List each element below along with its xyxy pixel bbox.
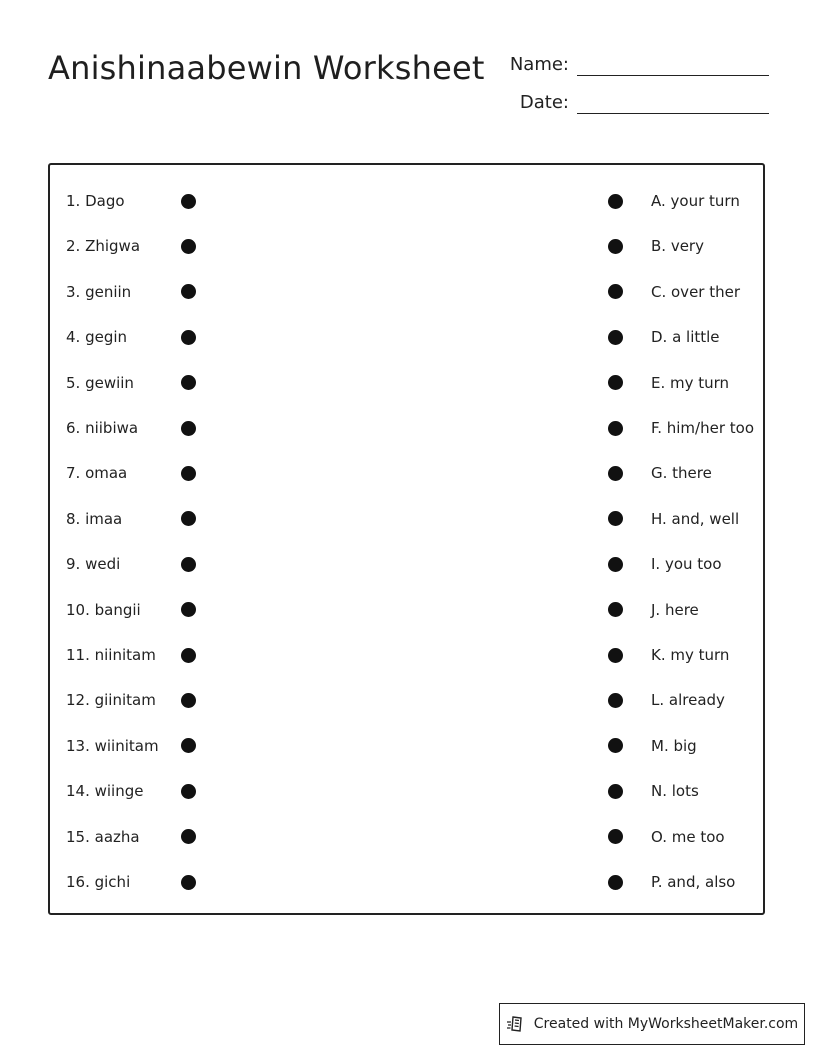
match-row <box>50 325 763 349</box>
right-dot[interactable] <box>608 284 623 299</box>
left-term: 16. gichi <box>66 873 131 891</box>
left-dot[interactable] <box>181 693 196 708</box>
right-definition: C. over ther <box>651 282 741 301</box>
date-field <box>503 91 769 114</box>
left-dot[interactable] <box>181 602 196 617</box>
left-term: 3. geniin <box>66 282 132 301</box>
match-row <box>50 507 763 531</box>
match-row <box>50 825 763 849</box>
match-row <box>50 779 763 803</box>
right-definition: P. and, also <box>651 873 736 891</box>
left-term: 10. bangii <box>66 600 141 619</box>
name-label: Name: <box>509 54 569 75</box>
left-term: 11. niinitam <box>66 646 156 664</box>
worksheet-maker-logo-icon <box>506 1014 526 1034</box>
right-definition: E. my turn <box>651 373 730 392</box>
matching-box <box>48 163 765 915</box>
match-row <box>50 870 763 894</box>
right-dot[interactable] <box>608 648 623 663</box>
right-dot[interactable] <box>608 602 623 617</box>
left-dot[interactable] <box>181 421 196 436</box>
left-term: 7. omaa <box>66 464 128 483</box>
right-definition: F. him/her too <box>651 419 755 437</box>
right-dot[interactable] <box>608 875 623 890</box>
left-term: 14. wiinge <box>66 782 144 801</box>
right-definition: J. here <box>651 600 699 619</box>
match-row <box>50 643 763 667</box>
right-dot[interactable] <box>608 194 623 209</box>
footer-text: Created with MyWorksheetMaker.com <box>533 1016 799 1032</box>
right-dot[interactable] <box>608 693 623 708</box>
left-dot[interactable] <box>181 466 196 481</box>
right-dot[interactable] <box>608 375 623 390</box>
page-title: Anishinaabewin Worksheet <box>48 49 485 87</box>
left-dot[interactable] <box>181 511 196 526</box>
right-dot[interactable] <box>608 421 623 436</box>
right-dot[interactable] <box>608 239 623 254</box>
left-dot[interactable] <box>181 829 196 844</box>
right-dot[interactable] <box>608 738 623 753</box>
left-dot[interactable] <box>181 194 196 209</box>
right-dot[interactable] <box>608 557 623 572</box>
left-term: 1. Dago <box>66 192 125 210</box>
left-dot[interactable] <box>181 784 196 799</box>
right-definition: D. a little <box>651 328 720 347</box>
date-label: Date: <box>519 92 569 113</box>
match-row <box>50 688 763 712</box>
name-line[interactable] <box>577 53 769 76</box>
left-term: 2. Zhigwa <box>66 237 141 256</box>
left-term: 15. aazha <box>66 827 140 846</box>
right-dot[interactable] <box>608 466 623 481</box>
right-definition: I. you too <box>651 555 722 574</box>
left-dot[interactable] <box>181 738 196 753</box>
right-definition: K. my turn <box>651 646 730 664</box>
match-row <box>50 461 763 485</box>
right-dot[interactable] <box>608 784 623 799</box>
match-row <box>50 234 763 258</box>
right-dot[interactable] <box>608 330 623 345</box>
match-row <box>50 552 763 576</box>
left-term: 6. niibiwa <box>66 419 139 437</box>
match-row <box>50 416 763 440</box>
right-definition: B. very <box>651 237 704 256</box>
name-field <box>503 53 769 76</box>
left-term: 5. gewiin <box>66 373 134 392</box>
left-term: 8. imaa <box>66 509 123 528</box>
left-term: 9. wedi <box>66 555 121 574</box>
right-definition: M. big <box>651 736 697 755</box>
left-dot[interactable] <box>181 284 196 299</box>
footer-badge[interactable] <box>499 1003 805 1045</box>
left-dot[interactable] <box>181 330 196 345</box>
left-dot[interactable] <box>181 875 196 890</box>
right-definition: O. me too <box>651 827 725 846</box>
match-row <box>50 189 763 213</box>
right-definition: H. and, well <box>651 509 740 528</box>
left-term: 4. gegin <box>66 328 128 347</box>
match-row <box>50 371 763 395</box>
match-row <box>50 734 763 758</box>
match-row <box>50 280 763 304</box>
left-dot[interactable] <box>181 239 196 254</box>
right-definition: N. lots <box>651 782 699 801</box>
right-definition: G. there <box>651 464 712 483</box>
left-term: 13. wiinitam <box>66 736 159 755</box>
match-row <box>50 598 763 622</box>
right-dot[interactable] <box>608 511 623 526</box>
left-term: 12. giinitam <box>66 691 156 710</box>
right-definition: A. your turn <box>651 192 740 210</box>
date-line[interactable] <box>577 91 769 114</box>
left-dot[interactable] <box>181 557 196 572</box>
right-definition: L. already <box>651 691 725 710</box>
left-dot[interactable] <box>181 375 196 390</box>
right-dot[interactable] <box>608 829 623 844</box>
left-dot[interactable] <box>181 648 196 663</box>
